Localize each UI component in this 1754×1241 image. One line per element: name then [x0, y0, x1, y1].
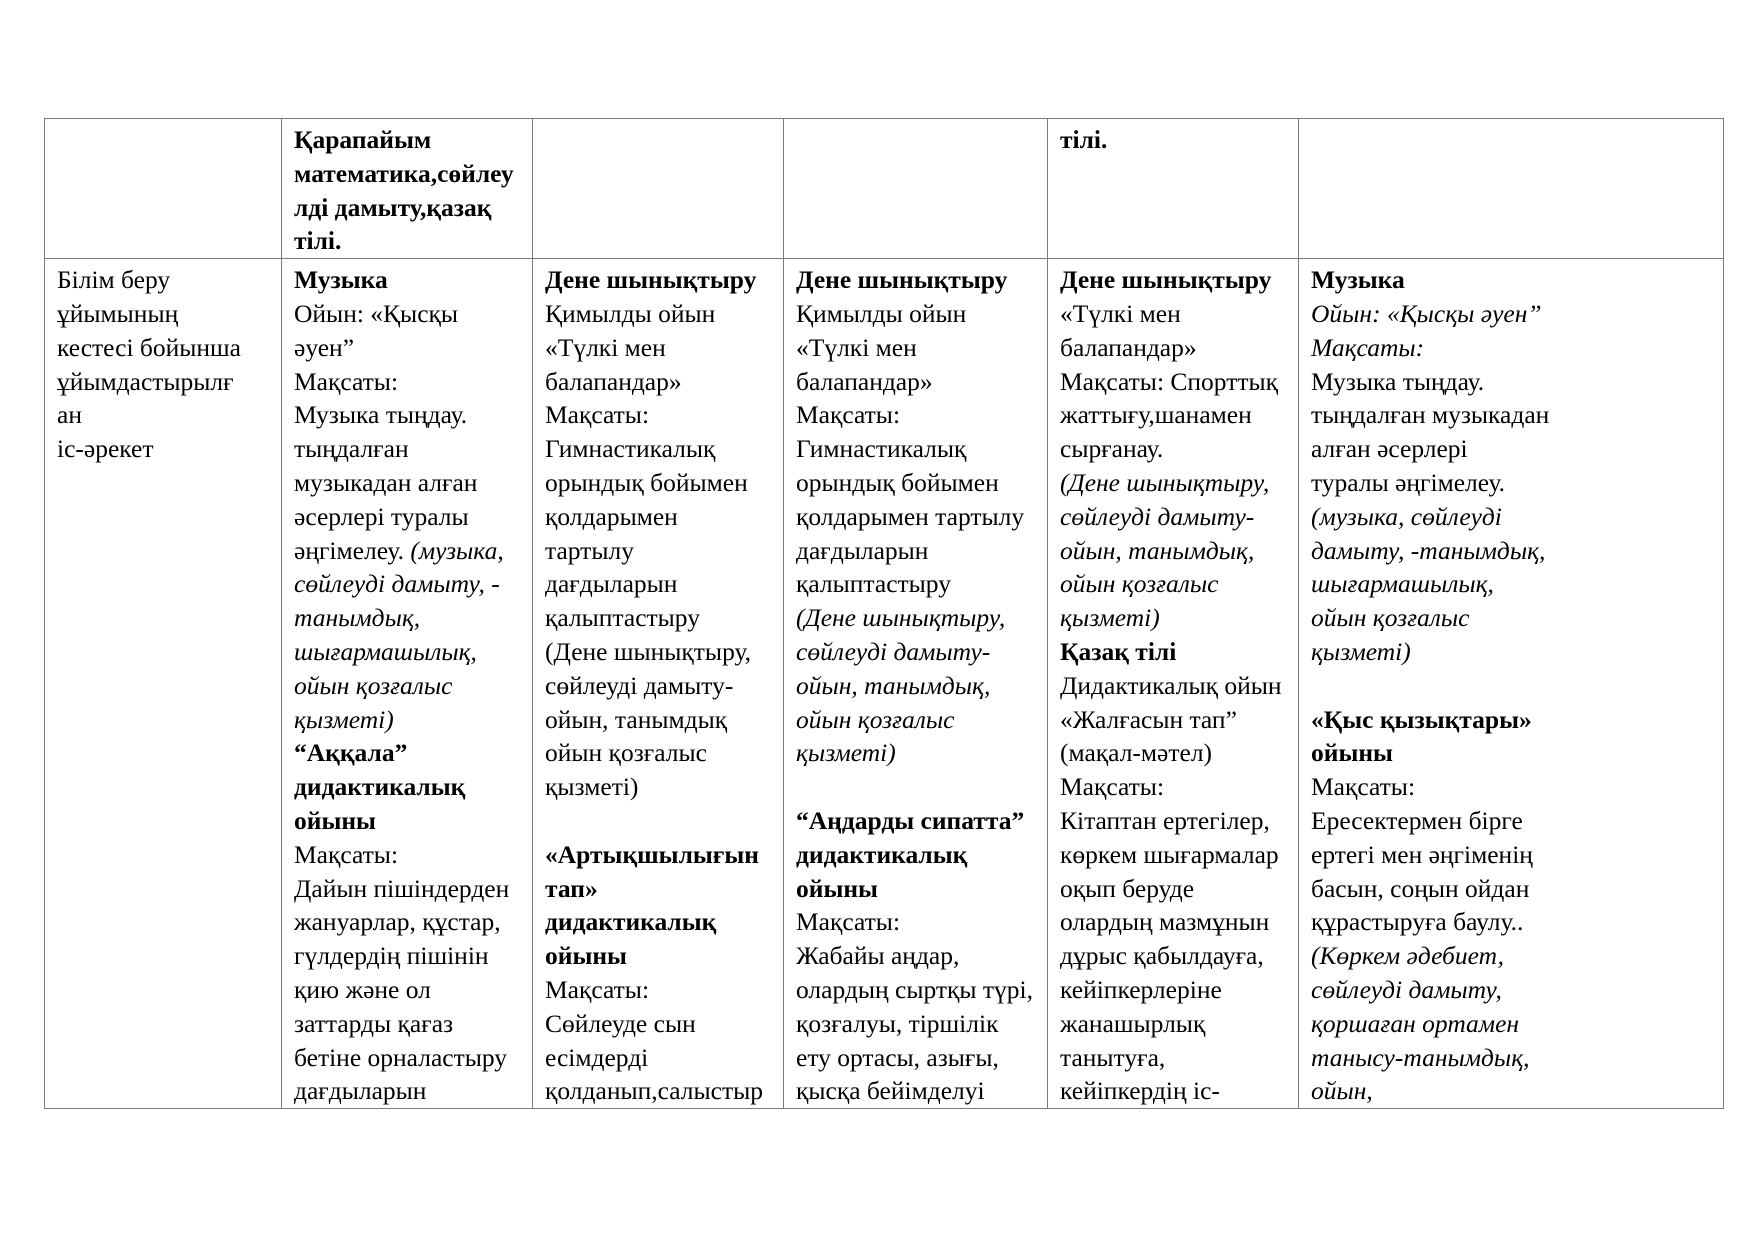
cell-text-line: [1311, 838, 1713, 872]
cell-text-line: [1060, 770, 1288, 804]
cell-text-line: [1311, 804, 1713, 838]
cell-text: Мақсаты:: [1311, 332, 1425, 362]
cell-text-line: [545, 939, 773, 973]
cell-text: ойын, танымдық: [545, 704, 728, 734]
cell-text: іс-әрекет: [57, 434, 154, 464]
cell-text: оқып беруде: [1060, 873, 1195, 903]
table-cell: [45, 119, 282, 259]
cell-text: балапандар»: [545, 366, 682, 396]
cell-text-line: [545, 703, 773, 737]
cell-text-line: [1311, 500, 1713, 534]
cell-text-line: [545, 736, 773, 770]
cell-text: шығармашылық,: [294, 636, 477, 666]
cell-text-line: [1311, 703, 1713, 737]
cell-text: қоршаған ортамен: [1311, 1008, 1520, 1038]
cell-text-line: [294, 331, 522, 365]
cell-text: ету ортасы, азығы,: [796, 1042, 999, 1072]
cell-text-line: [1060, 500, 1288, 534]
cell-text: Ойын: «Қысқы әуен”: [1311, 298, 1542, 328]
cell-text-line: [545, 500, 773, 534]
cell-text: қызметі): [294, 704, 394, 734]
cell-text: дағдыларын: [294, 1076, 427, 1106]
cell-text-line: [294, 500, 522, 534]
table-row: [45, 259, 1724, 1109]
cell-text: ойын қозғалыс: [796, 704, 955, 734]
cell-text: қолдарымен тартылу: [796, 501, 1025, 531]
cell-text-line: [57, 432, 271, 466]
cell-text-line: [1060, 1007, 1288, 1041]
cell-text: дұрыс қабылдауға,: [1060, 941, 1264, 971]
cell-text-line: [545, 973, 773, 1007]
cell-text: жаттығу,шанамен: [1060, 400, 1252, 430]
cell-text: Қимылды ойын: [796, 298, 967, 328]
cell-text: орындық бойымен: [545, 467, 748, 497]
cell-text-line: [796, 872, 1037, 906]
cell-text-line: [1311, 466, 1713, 500]
cell-text: Дене шынықтыру: [545, 265, 757, 295]
cell-text-line: [1060, 432, 1288, 466]
cell-text: әсерлері туралы: [294, 501, 469, 531]
cell-text-line: [796, 534, 1037, 568]
cell-text: сырғанау.: [1060, 434, 1164, 464]
cell-text: Кітаптан ертегілер,: [1060, 805, 1270, 835]
cell-text: танымдық,: [294, 603, 421, 633]
cell-text: (Дене шынықтыру,: [545, 636, 752, 666]
cell-text: ойын қозғалыс: [1311, 603, 1470, 633]
cell-text-line: [1060, 669, 1288, 703]
cell-text-line: [1311, 263, 1713, 297]
cell-text: Музыка: [294, 265, 388, 295]
cell-text-line: [294, 770, 522, 804]
cell-text-line: [796, 905, 1037, 939]
cell-text-line: [796, 703, 1037, 737]
cell-text: қысқа бейімделуі: [796, 1076, 985, 1106]
cell-text-line: [545, 838, 773, 872]
cell-text: ұйымдастырылғ: [57, 366, 234, 396]
cell-text-line: [294, 263, 522, 297]
cell-text-line: [57, 331, 271, 365]
cell-text: Мақсаты:: [294, 366, 399, 396]
cell-text-line: [545, 1074, 773, 1108]
cell-text: ойын, танымдық,: [796, 670, 991, 700]
cell-text: дидактикалық: [796, 839, 968, 869]
cell-text-line: [294, 736, 522, 770]
cell-text: Мақсаты:: [796, 400, 901, 430]
cell-text-line: [294, 157, 522, 191]
cell-text-line: [545, 534, 773, 568]
cell-text-line: [796, 1074, 1037, 1108]
cell-text-line: [1311, 398, 1713, 432]
cell-text-line: [1311, 331, 1713, 365]
cell-text: Мақсаты:: [796, 907, 901, 937]
cell-text-line: [796, 466, 1037, 500]
cell-text-line: [545, 635, 773, 669]
cell-text-line: [1060, 601, 1288, 635]
cell-text-line: [1311, 365, 1713, 399]
cell-text-line: [796, 601, 1037, 635]
cell-text-line: [1311, 1041, 1713, 1075]
cell-text-line: [1060, 804, 1288, 838]
cell-text: олардың сыртқы түрі,: [796, 974, 1034, 1004]
cell-text: ан: [57, 400, 82, 430]
cell-text: құрастыруға баулу..: [1311, 907, 1524, 937]
cell-text: әңгімелеу.: [294, 535, 411, 565]
cell-text: «Қыс қызықтары»: [1311, 704, 1532, 734]
cell-text: Қарапайым: [294, 125, 432, 154]
cell-text: қызметі): [1311, 636, 1411, 666]
cell-text-line: [796, 973, 1037, 1007]
cell-text: қызметі): [545, 772, 639, 802]
table-cell: [784, 119, 1048, 259]
cell-text: қалыптастыру: [796, 569, 951, 599]
cell-text: Мақсаты: Спорттық: [1060, 366, 1279, 396]
cell-text-line: [545, 297, 773, 331]
cell-text: ойын қозғалыс: [545, 738, 707, 768]
cell-text-line: [796, 736, 1037, 770]
cell-text-line: [545, 432, 773, 466]
table-cell: [282, 119, 533, 259]
cell-text: «Жалғасын тап”: [1060, 704, 1237, 734]
cell-text-line: [1060, 703, 1288, 737]
cell-text-line: [1060, 398, 1288, 432]
cell-text: Ойын: «Қысқы: [294, 298, 459, 328]
cell-text: ертегі мен әңгіменің: [1311, 839, 1533, 869]
cell-text-line: [294, 601, 522, 635]
cell-text-line: [294, 567, 522, 601]
cell-text: сөйлеуді дамыту-: [545, 670, 734, 700]
cell-text: қозғалуы, тіршілік: [796, 1008, 999, 1038]
cell-text-line: [1311, 297, 1713, 331]
cell-text-line: [294, 635, 522, 669]
cell-text-line: [545, 331, 773, 365]
cell-text: тыңдалған музыкадан: [1311, 400, 1550, 430]
cell-text: туралы әңгімелеу.: [1311, 467, 1506, 497]
cell-text: қолдарымен: [545, 501, 678, 531]
cell-text: тартылу: [545, 535, 634, 565]
cell-text-line: [294, 1074, 522, 1108]
cell-text-line: [545, 1041, 773, 1075]
cell-text-line: [796, 939, 1037, 973]
cell-text: дамыту, -танымдық,: [1311, 535, 1546, 565]
cell-text-line: [545, 263, 773, 297]
cell-text: ойын қозғалыс: [294, 670, 453, 700]
cell-text: математика,сөйлеу: [294, 158, 514, 188]
cell-text-line: [1060, 123, 1288, 157]
cell-text-line: [796, 365, 1037, 399]
cell-text: Мақсаты:: [294, 839, 399, 869]
cell-text-line: [1311, 635, 1713, 669]
cell-text-line: [545, 770, 773, 804]
cell-text-line: [294, 432, 522, 466]
cell-text: «Артықшылығын: [545, 839, 759, 869]
cell-text-line: [1311, 432, 1713, 466]
cell-text-line: [545, 804, 773, 838]
cell-text: дидактикалық: [294, 772, 466, 802]
cell-text: Ересектермен бірге: [1311, 805, 1523, 835]
cell-text: Дидактикалық ойын: [1060, 670, 1282, 700]
cell-text-line: [1060, 1074, 1288, 1108]
cell-text-line: [294, 804, 522, 838]
cell-text: (музыка, сөйлеуді: [1311, 501, 1502, 531]
cell-text-line: [1060, 1041, 1288, 1075]
cell-text: (мақал-мәтел): [1060, 738, 1213, 768]
cell-text-line: [545, 669, 773, 703]
cell-text: “Аңдарды сипатта”: [796, 805, 1025, 835]
cell-text: дағдыларын: [545, 569, 678, 599]
cell-text-line: [545, 872, 773, 906]
row-header-cell: [45, 259, 282, 1109]
cell-text: кестесі бойынша: [57, 332, 242, 362]
cell-text: сөйлеуді дамыту,: [1311, 974, 1502, 1004]
cell-text-line: [1060, 567, 1288, 601]
cell-text: ойыны: [545, 941, 627, 971]
cell-text: танысу-танымдық,: [1311, 1042, 1530, 1072]
cell-text-line: [796, 432, 1037, 466]
table-cell: [784, 259, 1048, 1109]
cell-text: Сөйлеуде сын: [545, 1008, 696, 1038]
cell-text: қию және ол: [294, 974, 431, 1004]
cell-text: (Дене шынықтыру,: [1060, 467, 1270, 497]
cell-text-line: [1311, 973, 1713, 1007]
cell-text: «Түлкі мен: [545, 332, 666, 362]
cell-text-line: [294, 466, 522, 500]
cell-text-line: [796, 804, 1037, 838]
cell-text: бетіне орналастыру: [294, 1042, 508, 1072]
cell-text-line: [294, 939, 522, 973]
cell-text: Мақсаты:: [545, 974, 650, 1004]
cell-text-line: [545, 1007, 773, 1041]
cell-text: Дене шынықтыру: [796, 265, 1008, 295]
cell-text-line: [1311, 534, 1713, 568]
cell-text: Қимылды ойын: [545, 298, 716, 328]
cell-text: ойын,: [1311, 1076, 1373, 1106]
cell-text-line: [1311, 567, 1713, 601]
cell-text-line: [1060, 973, 1288, 1007]
cell-text-line: [294, 365, 522, 399]
cell-text-line: [545, 601, 773, 635]
cell-text-line: [1311, 1074, 1713, 1108]
cell-text-line: [57, 398, 271, 432]
cell-text-line: [545, 398, 773, 432]
cell-text-line: [294, 123, 522, 157]
cell-text: сөйлеуді дамыту-: [1060, 501, 1255, 531]
cell-text: лді дамыту,қазақ: [294, 192, 492, 222]
table-cell: [1048, 119, 1299, 259]
cell-text: ойыны: [294, 805, 376, 835]
cell-text-line: [796, 635, 1037, 669]
cell-text-line: [57, 365, 271, 399]
cell-text-line: [1060, 905, 1288, 939]
cell-text: Гимнастикалық: [545, 434, 716, 464]
cell-text: Білім беру: [57, 265, 171, 295]
cell-text-line: [294, 191, 522, 225]
table-cell: [533, 119, 784, 259]
cell-text-line: [796, 263, 1037, 297]
cell-text-line: [796, 1041, 1037, 1075]
cell-text-line: [1311, 601, 1713, 635]
cell-text-line: [1060, 939, 1288, 973]
cell-text: есімдерді: [545, 1042, 649, 1072]
cell-text-line: [1311, 905, 1713, 939]
cell-text: қолданып,салыстыр: [545, 1076, 763, 1106]
cell-text-line: [1311, 872, 1713, 906]
cell-text: шығармашылық,: [1311, 569, 1494, 599]
cell-text: жануарлар, құстар,: [294, 907, 501, 937]
cell-text-line: [294, 669, 522, 703]
cell-text: (Дене шынықтыру,: [796, 603, 1006, 633]
cell-text: Дайын пішіндерден: [294, 873, 510, 903]
cell-text: Мақсаты:: [1311, 772, 1416, 802]
cell-text-line: [1060, 365, 1288, 399]
table-row: [45, 119, 1724, 259]
cell-text-line: [1060, 838, 1288, 872]
cell-text-line: [1060, 297, 1288, 331]
cell-text-line: [294, 1007, 522, 1041]
cell-text: орындық бойымен: [796, 467, 999, 497]
cell-text: ойын қозғалыс: [1060, 569, 1219, 599]
cell-text: ойыны: [796, 873, 878, 903]
cell-text: балапандар»: [1060, 332, 1197, 362]
cell-text: тілі.: [294, 226, 342, 256]
cell-text: «Түлкі мен: [1060, 298, 1181, 328]
cell-text: Қазақ тілі: [1060, 636, 1177, 666]
table-cell: [282, 259, 533, 1109]
cell-text-line: [57, 263, 271, 297]
cell-text-line: [1060, 635, 1288, 669]
cell-text-line: [1060, 263, 1288, 297]
cell-text: тап»: [545, 873, 598, 903]
cell-text: қалыптастыру: [545, 603, 700, 633]
cell-text-line: [1060, 872, 1288, 906]
cell-text: қызметі): [1060, 603, 1160, 633]
cell-text: сөйлеуді дамыту-: [796, 636, 991, 666]
cell-text: әуен”: [294, 332, 355, 362]
cell-text-line: [796, 398, 1037, 432]
cell-text-line: [294, 224, 522, 258]
cell-text-line: [294, 534, 522, 568]
cell-text-line: [294, 973, 522, 1007]
cell-text: тілі.: [1060, 125, 1108, 154]
cell-text: басын, соңын ойдан: [1311, 873, 1530, 903]
cell-text-line: [796, 567, 1037, 601]
cell-text-line: [545, 567, 773, 601]
cell-text-line: [294, 398, 522, 432]
cell-text: Дене шынықтыру: [1060, 265, 1272, 295]
cell-text: кейіпкердің іс-: [1060, 1076, 1220, 1106]
cell-text-line: [57, 297, 271, 331]
cell-text-line: [545, 466, 773, 500]
cell-text-line: [294, 297, 522, 331]
cell-text: Музыка тыңдау.: [294, 400, 468, 430]
cell-text-line: [294, 838, 522, 872]
table-cell: [533, 259, 784, 1109]
cell-text: ойын, танымдық,: [1060, 535, 1255, 565]
table-cell: [1299, 259, 1724, 1109]
cell-text: заттарды қағаз: [294, 1008, 454, 1038]
cell-text-line: [1311, 736, 1713, 770]
cell-text: Гимнастикалық: [796, 434, 967, 464]
cell-text-line: [796, 1007, 1037, 1041]
cell-text: “Аққала”: [294, 738, 408, 768]
cell-text-line: [796, 669, 1037, 703]
cell-text-line: [1311, 1007, 1713, 1041]
cell-text: Музыка: [1311, 265, 1405, 295]
cell-text-line: [1060, 534, 1288, 568]
cell-text: Жабайы аңдар,: [796, 941, 960, 971]
cell-text: кейіпкерлеріне: [1060, 974, 1222, 1004]
activity-plan-table: [44, 118, 1724, 1109]
cell-text: ұйымының: [57, 298, 179, 328]
cell-text-line: [1060, 331, 1288, 365]
cell-text: сөйлеуді дамыту, -: [294, 569, 500, 599]
cell-text: дидактикалық: [545, 907, 717, 937]
cell-text: олардың мазмұнын: [1060, 907, 1270, 937]
cell-text-line: [1060, 466, 1288, 500]
cell-text: Музыка тыңдау.: [1311, 366, 1485, 396]
cell-text: (Көркем әдебиет,: [1311, 941, 1505, 971]
cell-text-line: [1311, 669, 1713, 703]
cell-text-line: [796, 770, 1037, 804]
cell-text-line: [1060, 736, 1288, 770]
cell-text: дағдыларын: [796, 535, 929, 565]
table-cell: [1048, 259, 1299, 1109]
cell-text: көркем шығармалар: [1060, 839, 1279, 869]
cell-text-line: [545, 905, 773, 939]
cell-text: Мақсаты:: [1060, 772, 1165, 802]
cell-text: балапандар»: [796, 366, 933, 396]
table-cell: [1299, 119, 1724, 259]
cell-text-line: [294, 905, 522, 939]
cell-text: гүлдердің пішінін: [294, 941, 489, 971]
cell-text-line: [294, 703, 522, 737]
cell-text-line: [1311, 939, 1713, 973]
cell-text: тыңдалған: [294, 434, 409, 464]
cell-text: қызметі): [796, 738, 896, 768]
cell-text-line: [796, 331, 1037, 365]
cell-text-line: [294, 872, 522, 906]
cell-text: Мақсаты:: [545, 400, 650, 430]
cell-text-tail: (музыка,: [410, 535, 504, 565]
cell-text-line: [796, 500, 1037, 534]
cell-text-line: [796, 838, 1037, 872]
cell-text-line: [545, 365, 773, 399]
cell-text: «Түлкі мен: [796, 332, 917, 362]
cell-text: алған әсерлері: [1311, 434, 1468, 464]
cell-text: танытуға,: [1060, 1042, 1166, 1072]
cell-text-line: [796, 297, 1037, 331]
cell-text: жанашырлық: [1060, 1008, 1206, 1038]
cell-text: музыкадан алған: [294, 467, 478, 497]
cell-text-line: [294, 1041, 522, 1075]
cell-text: ойыны: [1311, 738, 1393, 768]
cell-text-line: [1311, 770, 1713, 804]
